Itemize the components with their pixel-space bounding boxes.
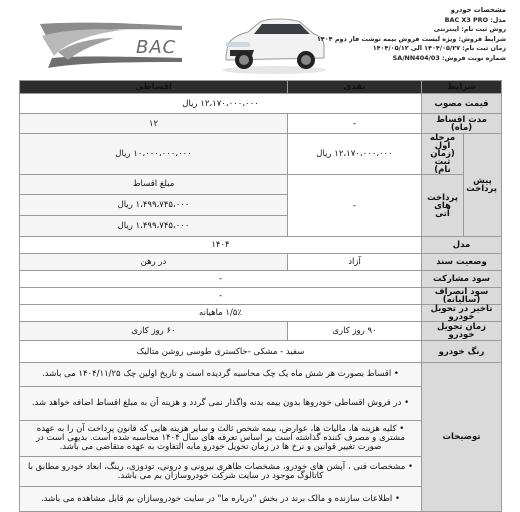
table-row [20, 254, 502, 271]
car-color-value: سفید - مشکی -خاکستری طوسی روشن متالیک [20, 341, 422, 363]
table-row [20, 288, 502, 305]
header-installment: اقساطی [20, 81, 288, 94]
installment-amount-head: مبلغ اقساط [20, 175, 287, 195]
delivery-time-installment: ۶۰ روز کاری [20, 322, 288, 341]
installment-amount-1: ۱،۴۹۹،۷۴۵،۰۰۰ ریال [20, 195, 287, 216]
future-payments-cash: - [288, 175, 422, 237]
prepayment-cash-value: ۱۲،۱۷۰،۰۰۰،۰۰۰ ریال [288, 134, 422, 175]
table-header-row [20, 81, 502, 94]
table-row [20, 305, 502, 322]
prepayment-group-label: پیش پرداخت [464, 134, 502, 237]
delay-penalty-value: ۱/۵٪ ماهیانه [20, 305, 422, 322]
cancellation-interest-value: - [20, 288, 422, 305]
table-row [20, 114, 502, 134]
table-row [20, 341, 502, 363]
document-status-cash: آزاد [288, 254, 422, 271]
note-item: • در فروش اقساطی خودروها بدون بیمه بدنه واگذار نمی گردد و هزینه آن به مبلغ اقساط اضافه خواهد شد. [20, 387, 422, 421]
table-row [20, 94, 502, 114]
header-cash: نقدی [288, 81, 422, 94]
note-item: • مشخصات فنی ، آپشن های خودرو، مشخصات ظاهری بیرونی و درونی، تودوزی، رینگ، ابعاد خودرو مطابق با کاتالوگ موجود در سایت شرکت خودروسازان بم می باشد. [20, 457, 422, 487]
model-value: ۱۴۰۴ [20, 237, 422, 254]
partnership-profit-label: سود مشارکت [422, 271, 502, 288]
document-status-installment: در رهن [20, 254, 288, 271]
price-label: قیمت مصوب [422, 94, 502, 114]
table-row [20, 363, 502, 387]
installments-count-installment: ۱۲ [20, 114, 288, 134]
table-row [20, 134, 502, 175]
cancellation-interest-label: سود انصراف (سالیانه) [422, 288, 502, 305]
price-value: ۱۲،۱۷۰،۰۰۰،۰۰۰ ریال [20, 94, 422, 114]
spec-line: شماره نوبت فروش: SA/NN404/03 [392, 53, 506, 62]
note-item: • اقساط بصورت هر شش ماه یک چک محاسبه گردیده است و تاریخ اولین چک ۱۴۰۴/۱۱/۲۵ می باشد. [20, 363, 422, 387]
header-terms: شرایط [422, 81, 502, 94]
notes-label: توضیحات [422, 363, 502, 512]
prepayment-installment-value: ۱۰،۰۰۰،۰۰۰،۰۰۰ ریال [20, 134, 288, 175]
table-row [20, 237, 502, 254]
car-image-icon [218, 10, 330, 76]
document-status-label: وضعیت سند [422, 254, 502, 271]
installments-count-cash: - [288, 114, 422, 134]
svg-text:BAC: BAC [136, 37, 177, 58]
model-label: مدل [422, 237, 502, 254]
note-item: • اطلاعات سازنده و مالک برند در بخش "درباره ما" در سایت خودروسازان بم قابل مشاهده می باشد. [20, 487, 422, 512]
spec-block [316, 6, 506, 64]
note-item: • کلیه هزینه ها، مالیات ها، عوارض، بیمه شخص ثالث و سایر هزینه هایی که قانون پرداخت آن را به عهده مشتری و مصرف کننده گذاشته است بر اساس تعرفه های سال ۱۴۰۴ محاسبه شده است. بدیهی است در صورت تغییر قوانین و نرخ ها در زمان تحویل خودرو مابه التفاوت به عهده متقاضی می باشد. [20, 421, 422, 457]
sales-conditions-table [19, 80, 502, 512]
table-row [20, 175, 502, 237]
table-row [20, 322, 502, 341]
installments-count-label: مدت اقساط (ماه) [422, 114, 502, 134]
header [0, 0, 520, 92]
installment-amount-2: ۱،۴۹۹،۷۴۵،۰۰۰ ریال [117, 221, 190, 231]
bac-logo-icon [32, 12, 222, 72]
delay-penalty-label: تاخیر در تحویل خودرو [422, 305, 502, 322]
spec-line: زمان ثبت نام: ۱۴۰۴/۰۵/۲۷ الی ۱۴۰۴/۰۵/۱۲ [372, 44, 506, 53]
spec-line: روش ثبت نام: اینترنتی [433, 25, 506, 34]
spec-line: شرایط فروش: ویژه لیست فروش بیمه نوشت فاز دوم ۱۴۰۴ [316, 34, 506, 43]
spec-line: مدل: BAC X3 PRO [444, 15, 506, 24]
partnership-profit-value: - [20, 271, 422, 288]
car-color-label: رنگ خودرو [422, 341, 502, 363]
future-payments-label: پرداخت های آتی [422, 175, 464, 237]
future-payments-installment [20, 175, 288, 237]
delivery-time-label: زمان تحویل خودرو [422, 322, 502, 341]
delivery-time-cash: ۹۰ روز کاری [288, 322, 422, 341]
table-row [20, 271, 502, 288]
spec-line: مشخصات خودرو [450, 6, 506, 14]
prepayment-first-stage-label: مرحله اول (زمان ثبت نام) [422, 134, 464, 175]
